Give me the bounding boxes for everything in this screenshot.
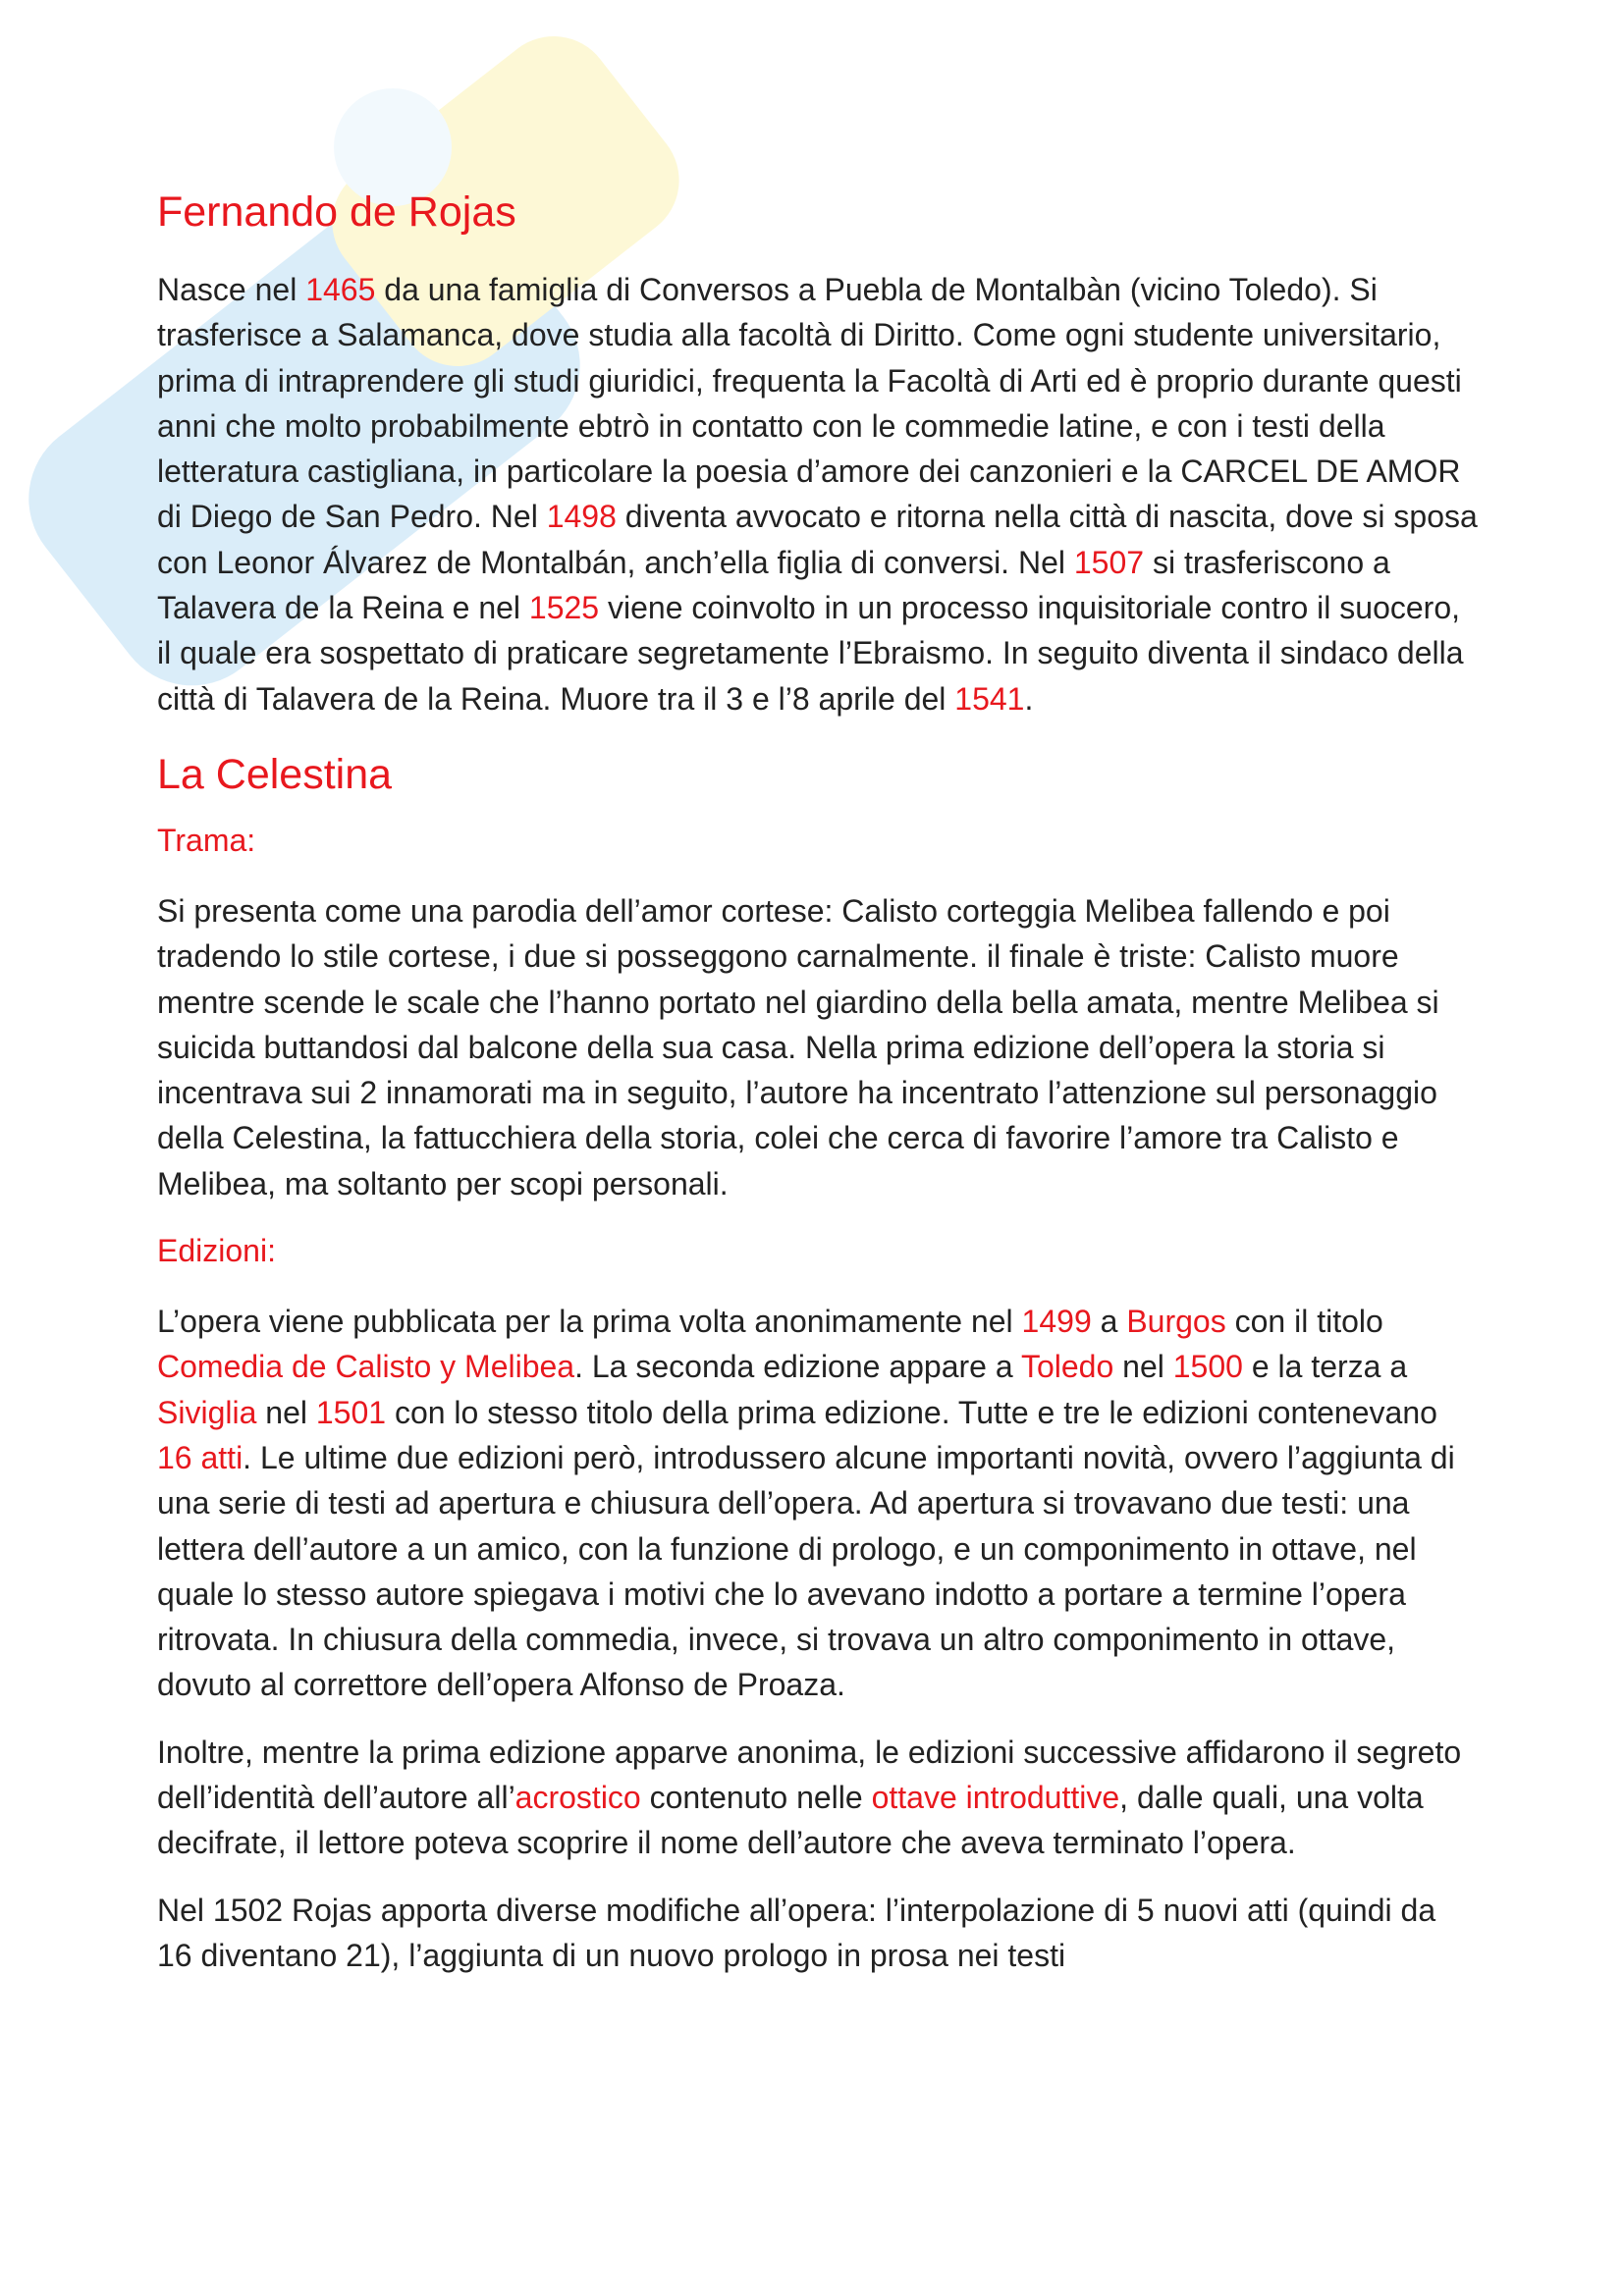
highlighted-text: 1499 (1021, 1304, 1092, 1340)
highlighted-text: 1498 (546, 499, 617, 535)
text-segment: L’opera viene pubblicata per la prima volta anonimamente nel (157, 1304, 1022, 1340)
highlighted-text: acrostico (514, 1780, 641, 1816)
edizioni-paragraph-1 (157, 1299, 1478, 1708)
text-segment: Inoltre, mentre la prima edizione apparve anonima, le edizioni successive affidarono il segreto dell’identità dell’autore all’ (157, 1734, 1462, 1816)
highlighted-text: ottave introduttive (871, 1780, 1120, 1816)
text-segment: Nasce nel (157, 272, 306, 307)
text-segment: . (1024, 680, 1034, 717)
text-segment: a (1091, 1304, 1127, 1340)
highlighted-text: Burgos (1126, 1304, 1226, 1340)
text-segment: da una famiglia di Conversos a Puebla de Montalbàn (vicino Toledo). Si trasferisce a Salamanca, dove studia alla facoltà di Diritto. Come ogni studente universitario, prima di intraprendere gli studi giuridici, frequenta la Facoltà di Arti ed è proprio durante questi anni che molto probabilmente ebtrò in contatto con le commedie latine, e con i testi della letteratura castigliana, in particolare la poesia d’amore dei canzonieri e la CARCEL DE AMOR di Diego de San Pedro. Nel (157, 272, 1462, 535)
text-segment: con il titolo (1225, 1304, 1383, 1340)
highlighted-text: Toledo (1020, 1349, 1114, 1385)
highlighted-text: Comedia de Calisto y Melibea (157, 1349, 575, 1385)
section-title-la-celestina: La Celestina (157, 750, 393, 798)
text-segment: diventa avvocato e ritorna nella città di nascita, dove si sposa con Leonor Álvarez de Montalbán, anch’ella figlia di conversi. Nel (157, 499, 1478, 580)
highlighted-text: Siviglia (157, 1394, 257, 1430)
text-segment: con lo stesso titolo della prima edizione. Tutte e tre le edizioni contenevano (386, 1394, 1437, 1430)
highlighted-text: 1525 (528, 590, 600, 626)
highlighted-text: 16 atti (157, 1439, 243, 1475)
highlighted-text: 1541 (954, 680, 1025, 717)
text-segment: . La seconda edizione appare a (574, 1349, 1021, 1385)
highlighted-text: 1507 (1073, 544, 1145, 580)
biography-paragraph (157, 267, 1478, 721)
text-segment: viene coinvolto in un processo inquisitoriale contro il suocero, il quale era sospettato di praticare segretamente l’Ebraismo. In seguito diventa il sindaco della città di Talavera de la Reina. Muore tra il 3 e l’8 aprile del (157, 590, 1464, 717)
edizioni-paragraph-2 (157, 1730, 1478, 1866)
text-segment: si trasferiscono a Talavera de la Reina e nel (157, 544, 1390, 626)
text-segment: , dalle quali, una volta decifrate, il lettore poteva scoprire il nome dell’autore che aveva terminato l’opera. (157, 1780, 1424, 1861)
subheading-trama: Trama: (157, 822, 256, 858)
text-segment: nel (256, 1394, 316, 1430)
highlighted-text: 1501 (315, 1394, 387, 1430)
text-segment: Si presenta come una parodia dell’amor cortese: Calisto corteggia Melibea fallendo e poi tradendo lo stile cortese, i due si posseggono carnalmente. il finale è triste: Calisto muore mentre scende le scale che l’hanno portato nel giardino della bella amata, mentre Melibea si suicida buttandosi dal balcone della sua casa. Nella prima edizione dell’opera la storia si incentrava sui 2 innamorati ma in seguito, l’autore ha incentrato l’attenzione sul personaggio della Celestina, la fattucchiera della storia, colei che cerca di favorire l’amore tra Calisto e Melibea, ma soltanto per scopi personali. (157, 892, 1439, 1201)
subheading-edizioni: Edizioni: (157, 1233, 276, 1269)
text-segment: contenuto nelle (640, 1780, 872, 1816)
edizioni-paragraph-3 (157, 1888, 1478, 1979)
trama-paragraph (157, 888, 1478, 1206)
highlighted-text: 1500 (1172, 1349, 1243, 1385)
text-segment: . Le ultime due edizioni però, introdussero alcune importanti novità, ovvero l’aggiunta di una serie di testi ad apertura e chiusura dell’opera. Ad apertura si trovavano due testi: una lettera dell’autore a un amico, con la funzione di prologo, e un componimento in ottave, nel quale lo stesso autore spiegava i motivi che lo avevano indotto a portare a termine l’opera ritrovata. In chiusura della commedia, invece, si trovava un altro componimento in ottave, dovuto al correttore dell’opera Alfonso de Proaza. (157, 1439, 1455, 1703)
highlighted-text: 1465 (305, 272, 376, 307)
text-segment: Nel 1502 Rojas apporta diverse modifiche all’opera: l’interpolazione di 5 nuovi atti (quindi da 16 diventano 21), l’aggiunta di un nuovo prologo in prosa nei testi (157, 1892, 1436, 1973)
text-segment: e la terza a (1242, 1349, 1408, 1385)
text-segment: nel (1113, 1349, 1173, 1385)
section-title-fernando-de-rojas: Fernando de Rojas (157, 188, 516, 236)
document-page (157, 187, 1478, 1978)
